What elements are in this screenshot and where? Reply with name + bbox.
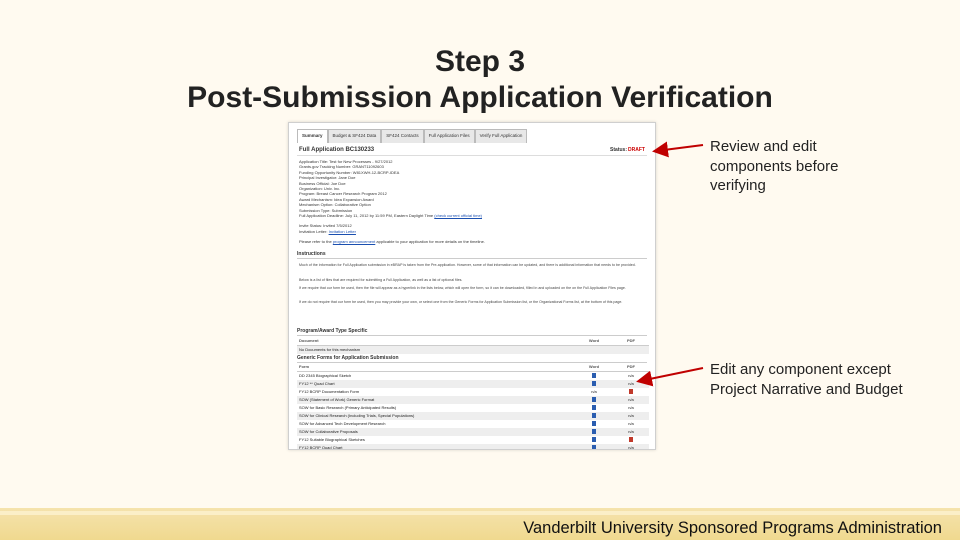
form-name: SOW for Clinical Research (Including Trials, Special Populations) [299, 413, 415, 418]
table-row [297, 428, 649, 436]
table-row [297, 404, 649, 412]
word-file-icon[interactable] [592, 429, 596, 434]
announcement-prefix: Please refer to the [299, 239, 332, 245]
status-label: Status: [610, 147, 627, 153]
word-file-icon[interactable] [575, 436, 613, 444]
word-file-icon[interactable] [592, 381, 596, 386]
word-file-icon[interactable] [575, 396, 613, 404]
table-row [297, 436, 649, 444]
tab-verify[interactable]: Verify Full Application [475, 129, 528, 143]
form-name: DD 2345 Biographical Sketch [299, 373, 352, 378]
program-specific-heading: Program/Award Type Specific [297, 328, 647, 336]
application-screenshot [288, 122, 656, 450]
word-file-icon[interactable] [592, 421, 596, 426]
form-name: SOW for Collaborative Proposals [299, 429, 358, 434]
detail-program: Program: Breast Cancer Research Program 2012 [299, 191, 387, 197]
tab-summary[interactable]: Summary [297, 129, 328, 143]
form-name: SOW (Statement of Work) Generic Format [299, 397, 375, 402]
col-form: Form [299, 364, 309, 369]
col-pdf: PDF [627, 338, 635, 343]
table-row [297, 396, 649, 404]
word-file-icon[interactable] [592, 413, 596, 418]
pdf-file-icon[interactable] [629, 437, 633, 442]
pdf-cell[interactable]: n/a [628, 373, 634, 378]
detail-tracking: Grants.gov Tracking Number: GRANT11092603 [299, 164, 384, 170]
form-name: FY12 BCRP Documentation Form [299, 389, 360, 394]
word-file-icon[interactable] [575, 404, 613, 412]
deadline-text: Full Application Deadline: July 11, 2012 by 11:59 PM, Eastern Daylight Time [299, 213, 434, 219]
pdf-cell[interactable]: n/a [628, 413, 634, 418]
instructions-para-3: If we require that our form be used, then the file will appear as a hyperlink in the lists below, which will open the form, so it can be downloaded, filled in and uploaded on the on the Full Application Files page. [299, 286, 626, 290]
footer-text: Vanderbilt University Sponsored Programs Administration [523, 519, 942, 537]
detail-funding: Funding Opportunity Number: W81XWH-12-BCRP-IDEA [299, 169, 400, 175]
form-name: SOW for Basic Research (Primary Anticipated Results) [299, 405, 397, 410]
word-file-icon[interactable] [575, 420, 613, 428]
form-name: FY12 BCRP Quad Chart [299, 445, 343, 450]
application-details [299, 159, 599, 245]
table-row [297, 388, 649, 396]
callout-review: Review and edit components before verifying [710, 138, 839, 194]
detail-organization: Organization: Univ. Inc. [299, 186, 341, 192]
footer-strip [0, 511, 960, 515]
generic-forms-rows [297, 372, 649, 450]
pdf-cell[interactable]: n/a [628, 381, 634, 386]
pdf-cell[interactable]: n/a [628, 397, 634, 402]
table-header [297, 337, 649, 346]
generic-forms-heading: Generic Forms for Application Submission [297, 355, 647, 363]
form-name: SOW for Advanced Tech Development Research [299, 421, 386, 426]
table-header [297, 363, 649, 372]
detail-business-official: Business Official: Joe Doe [299, 180, 346, 186]
detail-mechanism: Award Mechanism: Idea Expansion Award [299, 196, 374, 202]
generic-forms-table [297, 363, 649, 450]
table-row [297, 346, 649, 354]
program-announcement-link[interactable]: program announcement [332, 239, 376, 245]
tab-budget[interactable]: Budget & SF424 Data [328, 129, 382, 143]
invite-status: Invite Status: Invited 7/5/2012 [299, 223, 352, 229]
word-file-icon[interactable] [575, 380, 613, 388]
detail-pi: Principal Investigator: Jane Doe [299, 175, 356, 181]
pdf-cell[interactable]: n/a [628, 445, 634, 450]
word-cell[interactable]: n/a [591, 389, 597, 394]
word-file-icon[interactable] [575, 412, 613, 420]
table-row [297, 444, 649, 450]
instructions-para-1: Much of the information for Full Application submission in eBRAP is taken from the Pre-application. However, some of that information can be updated, and there is additional information that needs to be provided. [299, 263, 636, 267]
detail-title: Application Title: Test for New Processes - 9/27/2012 [299, 159, 393, 164]
col-word: Word [588, 338, 600, 343]
official-time-link[interactable]: (check current official time) [434, 213, 482, 219]
tab-contacts[interactable]: SF424 Contacts [381, 129, 423, 143]
status-badge: DRAFT [628, 147, 645, 153]
pdf-file-icon[interactable] [629, 389, 633, 394]
word-file-icon[interactable] [592, 437, 596, 442]
pdf-cell[interactable]: n/a [628, 421, 634, 426]
application-title: Full Application BC130233 [299, 147, 375, 153]
table-row [297, 412, 649, 420]
application-header [297, 145, 647, 156]
word-file-icon[interactable] [575, 372, 613, 380]
arrow-review [656, 145, 703, 151]
announcement-note [299, 239, 599, 244]
word-file-icon[interactable] [575, 428, 613, 436]
announcement-suffix: applicable to your application for more details on the timeline. [376, 239, 485, 245]
program-specific-table [297, 337, 649, 354]
tab-files[interactable]: Full Application Files [424, 129, 475, 143]
instructions-para-4: If we do not require that our form be used, then you may provide your own, or select one from the Generic Forms for Application Submission list, or the Organizational Forms list, at the bottom of this page. [299, 300, 623, 304]
word-file-icon[interactable] [592, 405, 596, 410]
word-file-icon[interactable] [592, 397, 596, 402]
invitation-letter-link[interactable]: Invitation Letter [328, 228, 356, 234]
pdf-file-icon[interactable] [613, 436, 649, 444]
table-row [297, 372, 649, 380]
form-name: FY12 Suitable Biographical Sketches [299, 437, 365, 442]
word-file-icon[interactable] [592, 373, 596, 378]
word-file-icon[interactable] [575, 444, 613, 450]
callout-edit: Edit any component except Project Narrative and Budget [710, 361, 903, 398]
empty-message: No Documents for this mechanism [299, 347, 361, 352]
pdf-file-icon[interactable] [613, 388, 649, 396]
slide-title-line-1: Step 3 [434, 45, 526, 78]
col-word: Word [588, 364, 600, 369]
table-row [297, 420, 649, 428]
slide-title [0, 44, 960, 116]
detail-submission-type: Submission Type: Submission [299, 207, 353, 213]
col-pdf: PDF [627, 364, 635, 369]
word-file-icon[interactable] [592, 445, 596, 450]
pdf-cell[interactable]: n/a [628, 405, 634, 410]
invitation-letter-label: Invitation Letter: [299, 228, 328, 234]
pdf-cell[interactable]: n/a [628, 429, 634, 434]
instructions-para-2: Below is a list of files that are required for submitting a Full Application, as well as a list of optional files. [299, 278, 463, 282]
screenshot-tabs [297, 129, 527, 143]
detail-option: Mechanism Option: Collaborative Option [299, 202, 371, 208]
table-row [297, 380, 649, 388]
col-document: Document [299, 338, 319, 343]
form-name: FY12 ** Quad Chart [299, 381, 335, 386]
instructions-heading: Instructions [297, 251, 647, 259]
slide-title-line-2: Post-Submission Application Verification [187, 81, 773, 114]
